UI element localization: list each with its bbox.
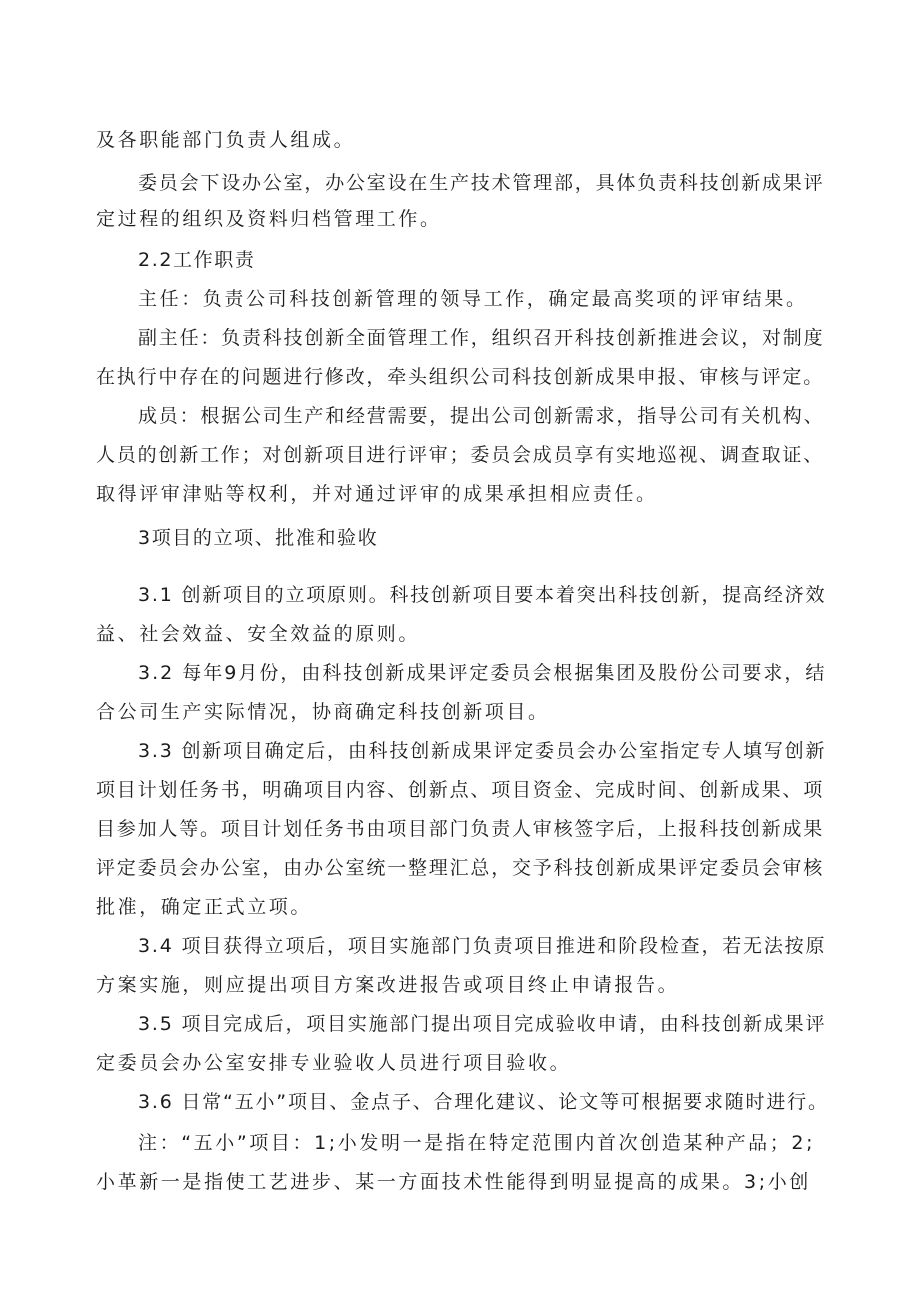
paragraph-line-9: 人员的创新工作；对创新项目进行评审；委员会成员享有实地巡视、调查取证、	[96, 444, 825, 466]
paragraph-line-19: 评定委员会办公室，由办公室统一整理汇总，交予科技创新成果评定委员会审核	[96, 857, 825, 879]
paragraph-line-1: 及各职能部门负责人组成。	[96, 129, 356, 151]
paragraph-line-18: 目参加人等。项目计划任务书由项目部门负责人审核签字后，上报科技创新成果	[96, 818, 825, 840]
paragraph-line-10: 取得评审津贴等权利，并对通过评审的成果承担相应责任。	[96, 483, 658, 505]
paragraph-line-12: 3.1 创新项目的立项原则。科技创新项目要本着突出科技创新，提高经济效	[138, 584, 827, 606]
paragraph-line-27: 小革新一是指使工艺进步、某一方面技术性能得到明显提高的成果。3;小创	[96, 1171, 811, 1193]
paragraph-line-2: 委员会下设办公室，办公室设在生产技术管理部，具体负责科技创新成果评	[138, 172, 825, 194]
paragraph-line-13: 益、社会效益、安全效益的原则。	[96, 623, 421, 645]
paragraph-line-14: 3.2 每年9月份，由科技创新成果评定委员会根据集团及股份公司要求，结	[138, 662, 827, 684]
paragraph-line-24: 定委员会办公室安排专业验收人员进行项目验收。	[96, 1052, 572, 1074]
section-heading-2-2: 2.2工作职责	[138, 249, 256, 271]
paragraph-line-6: 副主任：负责科技创新全面管理工作，组织召开科技创新推进会议，对制度	[138, 327, 825, 349]
paragraph-line-26: 注：“五小”项目：1;小发明一是指在特定范围内首次创造某种产品；2;	[138, 1132, 816, 1154]
paragraph-line-22: 方案实施，则应提出项目方案改进报告或项目终止申请报告。	[96, 974, 680, 996]
paragraph-line-7: 在执行中存在的问题进行修改，牵头组织公司科技创新成果申报、审核与评定。	[96, 366, 825, 388]
paragraph-line-16: 3.3 创新项目确定后，由科技创新成果评定委员会办公室指定专人填写创新	[138, 740, 827, 762]
section-heading-3: 3项目的立项、批准和验收	[138, 527, 379, 549]
paragraph-line-25: 3.6 日常“五小”项目、金点子、合理化建议、论文等可根据要求随时进行。	[138, 1091, 829, 1113]
paragraph-line-21: 3.4 项目获得立项后，项目实施部门负责项目推进和阶段检查，若无法按原	[138, 935, 827, 957]
paragraph-line-5: 主任：负责公司科技创新管理的领导工作，确定最高奖项的评审结果。	[138, 288, 808, 310]
paragraph-line-23: 3.5 项目完成后，项目实施部门提出项目完成验收申请，由科技创新成果评	[138, 1013, 827, 1035]
paragraph-line-20: 批准，确定正式立项。	[96, 896, 313, 918]
paragraph-line-15: 合公司生产实际情况，协商确定科技创新项目。	[96, 701, 550, 723]
paragraph-line-3: 定过程的组织及资料归档管理工作。	[96, 208, 442, 230]
paragraph-line-8: 成员：根据公司生产和经营需要，提出公司创新需求，指导公司有关机构、	[138, 405, 825, 427]
paragraph-line-17: 项目计划任务书，明确项目内容、创新点、项目资金、完成时间、创新成果、项	[96, 779, 825, 801]
